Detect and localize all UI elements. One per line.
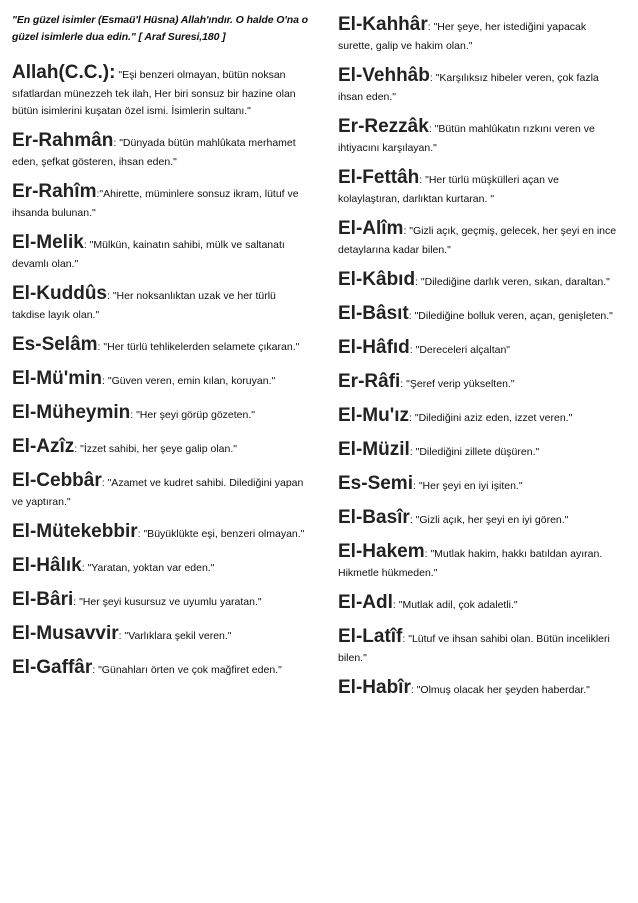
entry-name: El-Müzil — [338, 439, 410, 460]
entry-description: : "Her türlü müşkülleri açan ve kolaylaştıran, darlıktan kurtaran. " — [338, 174, 559, 205]
entry-name: El-Azîz — [12, 436, 75, 457]
name-entry — [338, 63, 623, 106]
entry-name: El-Adl — [338, 592, 393, 613]
left-column — [12, 12, 308, 689]
entry-description: : "Bütün mahlûkatın rızkını veren ve ihtiyacını karşılayan." — [338, 123, 595, 154]
name-entry — [12, 621, 308, 647]
entry-name: Er-Rahmân — [12, 130, 114, 151]
name-entry — [12, 60, 308, 120]
entry-description: : "Dilediğine bolluk veren, açan, genişleten." — [408, 310, 613, 322]
name-entry — [12, 553, 308, 579]
entry-description: : "Her noksanlıktan uzak ve her türlü takdise layık olan." — [12, 290, 276, 321]
entry-description: : "Dilediğini aziz eden, izzet veren." — [409, 412, 573, 424]
name-entry — [12, 587, 308, 613]
entry-description: : "Olmuş olacak her şeyden haberdar." — [410, 684, 590, 696]
entry-name: El-Hâlık — [12, 555, 82, 576]
name-entry — [338, 12, 623, 55]
entry-description: : "Her şeyi en iyi işiten." — [412, 480, 523, 492]
entry-description: : "Varlıklara şekil veren." — [118, 630, 232, 642]
name-entry — [338, 624, 623, 667]
name-entry — [338, 590, 623, 616]
entry-name: El-Bâri — [12, 589, 74, 610]
name-entry — [338, 437, 623, 463]
name-entry — [338, 403, 623, 429]
entry-name: El-Kâbıd — [338, 269, 416, 290]
entry-name: El-Melik — [12, 232, 84, 253]
entry-description: : "Şeref verip yükselten." — [400, 378, 515, 390]
right-column — [338, 12, 623, 709]
name-entry — [12, 400, 308, 426]
entry-description: : "Dilediğini zillete düşüren." — [409, 446, 540, 458]
entry-name: Allah(C.C.): — [12, 62, 116, 83]
entry-name: Er-Rahîm — [12, 181, 97, 202]
entry-name: El-Musavvir — [12, 623, 119, 644]
entry-description: : "Azamet ve kudret sahibi. Dilediğini yapan ve yaptıran." — [12, 477, 304, 508]
name-entry — [338, 267, 623, 293]
entry-description: : "Günahları örten ve çok mağfiret eden." — [92, 664, 282, 676]
name-entry — [338, 675, 623, 701]
entry-description: :"Ahirette, müminlere sonsuz ikram, lütuf ve ihsanda bulunan." — [12, 188, 299, 219]
entry-description: : "İzzet sahibi, her şeye galip olan." — [74, 443, 237, 455]
name-entry — [12, 434, 308, 460]
entry-description: "Eşi benzeri olmayan, bütün noksan sıfatlardan münezzeh tek ilah, Her biri sonsuz bir hazine olan bütün isimlerini kuşatan özel ismi. İsimlerin sultanı." — [12, 69, 296, 117]
left-name-list — [12, 60, 308, 681]
entry-name: El-Bâsıt — [338, 303, 409, 324]
entry-description: : "Her türlü tehlikelerden selamete çıkaran." — [97, 341, 300, 353]
entry-name: El-Fettâh — [338, 167, 420, 188]
entry-description: : "Karşılıksız hibeler veren, çok fazla ihsan eden." — [338, 72, 599, 103]
entry-name: El-Kuddûs — [12, 283, 107, 304]
entry-description: : "Büyüklükte eşi, benzeri olmayan." — [137, 528, 305, 540]
entry-name: El-Hâfıd — [338, 337, 410, 358]
name-entry — [12, 281, 308, 324]
name-entry — [12, 468, 308, 511]
entry-name: El-Kahhâr — [338, 14, 428, 35]
entry-description: : "Gizli açık, her şeyi en iyi gören." — [409, 514, 569, 526]
name-entry — [338, 335, 623, 361]
entry-description: : "Her şeyi kusursuz ve uyumlu yaratan." — [73, 596, 262, 608]
intro-quote: "En güzel isimler (Esmaü'l Hüsna) Allah'ındır. O halde O'na o güzel isimlerle dua edin." [ Araf Suresi,180 ] — [12, 14, 308, 43]
name-entry — [338, 471, 623, 497]
entry-name: El-Latîf — [338, 626, 403, 647]
entry-description: : "Her şeye, her istediğini yapacak surette, galip ve hakim olan." — [338, 21, 587, 52]
entry-description: : "Güven veren, emin kılan, koruyan." — [102, 375, 276, 387]
entry-name: Es-Semi — [338, 473, 413, 494]
name-entry — [12, 655, 308, 681]
name-entry — [338, 369, 623, 395]
name-entry — [12, 332, 308, 358]
entry-description: : "Her şeyi görüp gözeten." — [130, 409, 256, 421]
entry-description: : "Dünyada bütün mahlûkata merhamet eden, şefkat gösteren, ihsan eden." — [12, 137, 296, 168]
name-entry — [338, 114, 623, 157]
name-entry — [12, 230, 308, 273]
entry-description: : "Dereceleri alçaltan" — [409, 344, 511, 356]
name-entry — [12, 128, 308, 171]
name-entry — [338, 216, 623, 259]
entry-description: : "Mülkün, kainatın sahibi, mülk ve saltanatı devamlı olan." — [12, 239, 285, 270]
name-entry — [12, 519, 308, 545]
name-entry — [338, 301, 623, 327]
entry-name: Er-Rezzâk — [338, 116, 429, 137]
entry-name: El-Alîm — [338, 218, 404, 239]
entry-name: El-Hakem — [338, 541, 425, 562]
entry-name: El-Mütekebbir — [12, 521, 138, 542]
entry-name: El-Mü'min — [12, 368, 103, 389]
name-entry — [338, 165, 623, 208]
entry-description: : "Gizli açık, geçmiş, gelecek, her şeyi en ince detaylarına kadar bilen." — [338, 225, 617, 256]
name-entry — [12, 179, 308, 222]
name-entry — [12, 366, 308, 392]
entry-name: El-Vehhâb — [338, 65, 430, 86]
entry-name: El-Mu'ız — [338, 405, 410, 426]
entry-name: Es-Selâm — [12, 334, 98, 355]
entry-description: : "Mutlak hakim, hakkı batıldan ayıran. Hikmetle hükmeden." — [338, 548, 603, 579]
entry-name: El-Basîr — [338, 507, 410, 528]
entry-name: El-Cebbâr — [12, 470, 102, 491]
entry-name: El-Müheymin — [12, 402, 131, 423]
name-entry — [338, 539, 623, 582]
entry-name: Er-Râfi — [338, 371, 401, 392]
entry-name: El-Habîr — [338, 677, 411, 698]
entry-description: : "Mutlak adil, çok adaletli." — [392, 599, 518, 611]
entry-description: : "Dilediğine darlık veren, sıkan, daraltan." — [415, 276, 610, 288]
entry-description: : "Yaratan, yoktan var eden." — [81, 562, 215, 574]
name-entry — [338, 505, 623, 531]
entry-name: El-Gaffâr — [12, 657, 93, 678]
right-name-list — [338, 12, 623, 701]
entry-description: : "Lütuf ve ihsan sahibi olan. Bütün incelikleri bilen." — [338, 633, 610, 664]
